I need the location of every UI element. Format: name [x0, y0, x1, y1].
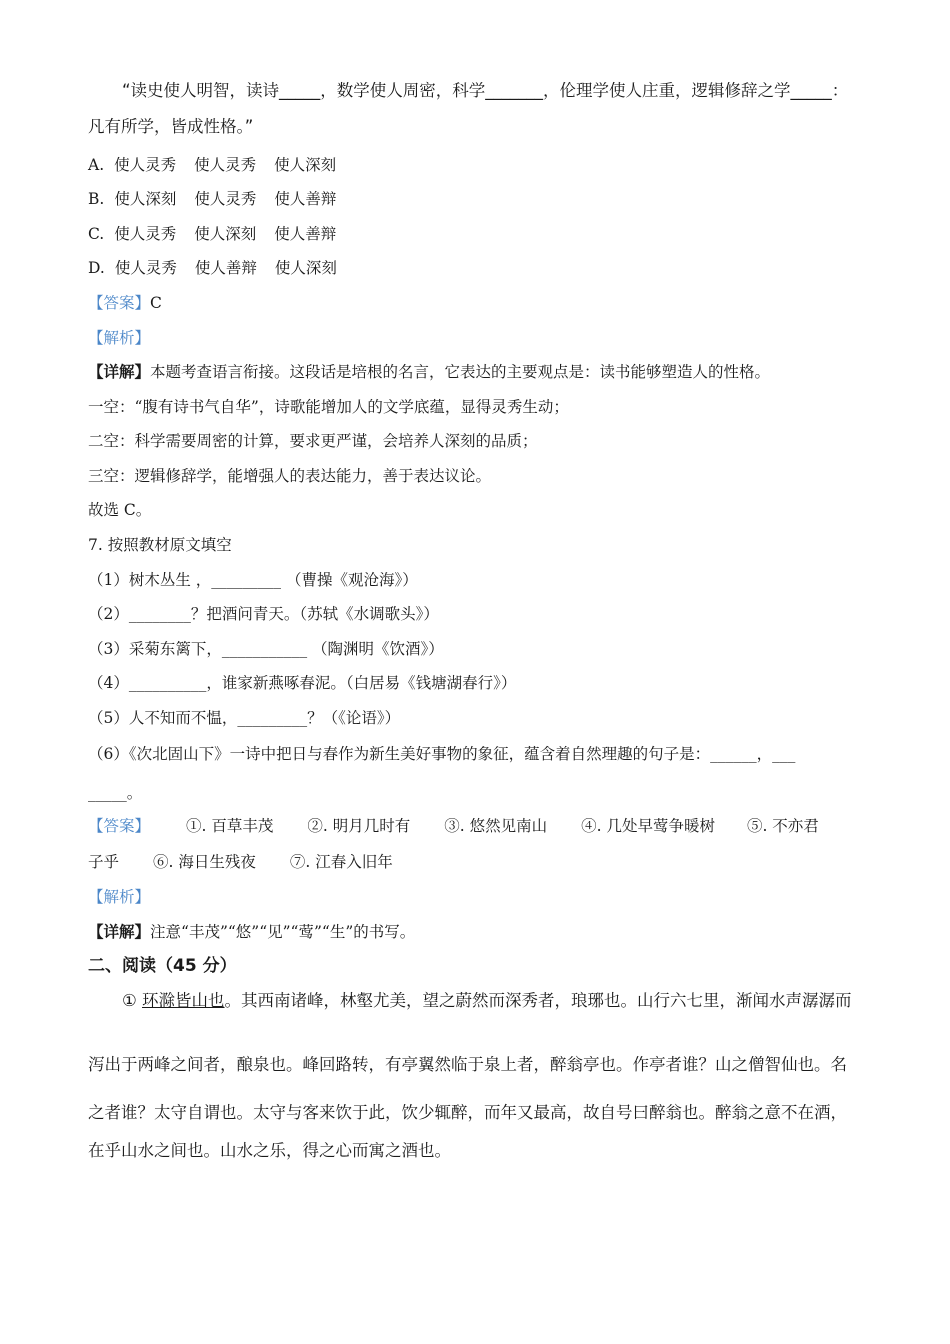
- answer-item: ②. 明月几时有: [307, 817, 411, 835]
- detail-text: 本题考查语言衔接。这段话是培根的名言，它表达的主要观点是：读书能够塑造人的性格。: [150, 363, 771, 381]
- option-label: C.: [88, 225, 105, 243]
- detail-text: 注意“丰茂”“悠”“见”“莺”“生”的书写。: [150, 923, 416, 941]
- answer-item: ①. 百草丰茂: [186, 817, 274, 835]
- answer-tag: 【答案】: [88, 817, 151, 835]
- q7-item-6: （6）《次北固山下》一诗中把日与春作为新生美好事物的象征，蕴含着自然理趣的句子是：______，___: [88, 745, 796, 763]
- q7-answer-line-1: [88, 815, 819, 837]
- paragraph-number: ①: [122, 991, 137, 1010]
- option-c: C. 使人灵秀 使人深刻 使人善辩: [88, 225, 337, 243]
- q6-blank-3: 三空：逻辑修辞学，能增强人的表达能力，善于表达议论。: [88, 467, 492, 485]
- q7-item-4: （4）__________，谁家新燕啄春泥。（白居易《钱塘湖春行》）: [88, 674, 517, 692]
- q7-item-6-continued: _____。: [88, 784, 143, 802]
- option-d: D. 使人灵秀 使人善辩 使人深刻: [88, 259, 337, 277]
- option-label: A.: [88, 156, 105, 174]
- underlined-phrase: 环滁皆山也: [142, 991, 225, 1010]
- q7-item-5: （5）人不知而不愠，_________？（《论语》）: [88, 709, 401, 727]
- answer-tag: 【答案】: [88, 294, 151, 312]
- reading-line-1: ① 环滁皆山也。其西南诸峰，林壑尤美，望之蔚然而深秀者，琅琊也。山行六七里，渐闻水声潺潺而: [122, 991, 852, 1010]
- q7-item-1: （1）树木丛生 ，_________ （曹操《观沧海》）: [88, 571, 418, 589]
- quote-line-2: 凡有所学，皆成性格。”: [88, 117, 254, 136]
- section-heading: 二、阅读（45 分）: [88, 956, 237, 976]
- q6-conclusion: 故选 C。: [88, 501, 152, 519]
- q7-item-2: （2）________？把酒问青天。（苏轼《水调歌头》）: [88, 605, 439, 623]
- q6-blank-2: 二空：科学需要周密的计算，要求更严谨，会培养人深刻的品质；: [88, 432, 538, 450]
- quote-line-1: “读史使人明智，读诗_____，数学使人周密，科学_______，伦理学使人庄重，逻辑修辞之学_____：: [122, 81, 849, 100]
- answer-item: ⑦. 江春入旧年: [289, 853, 393, 871]
- reading-line-3: 之者谁？太守自谓也。太守与客来饮于此，饮少辄醉，而年又最高，故自号曰醉翁也。醉翁之意不在酒，: [88, 1103, 847, 1122]
- q7-detail: [88, 921, 415, 943]
- reading-line-4: 在乎山水之间也。山水之乐，得之心而寓之酒也。: [88, 1141, 451, 1160]
- reading-line-2: 泻出于两峰之间者，酿泉也。峰回路转，有亭翼然临于泉上者，醉翁亭也。作亭者谁？山之僧智仙也。名: [88, 1055, 847, 1074]
- option-label: B.: [88, 190, 105, 208]
- answer-value: C: [150, 294, 162, 312]
- q7-answer-line-2: 子乎 ⑥. 海日生残夜 ⑦. 江春入旧年: [88, 853, 393, 871]
- q6-answer: [88, 292, 162, 314]
- q6-detail: [88, 361, 770, 383]
- option-label: D.: [88, 259, 105, 277]
- detail-tag: 【详解】: [88, 922, 151, 941]
- answer-item: ⑤. 不亦君: [746, 817, 819, 835]
- q6-blank-1: 一空：“腹有诗书气自华”，诗歌能增加人的文学底蕴，显得灵秀生动；: [88, 398, 569, 416]
- answer-item: ④. 几处早莺争暖树: [581, 817, 715, 835]
- option-b: B. 使人深刻 使人灵秀 使人善辩: [88, 190, 337, 208]
- detail-tag: 【详解】: [88, 362, 151, 381]
- q7-item-3: （3）采菊东篱下，___________ （陶渊明《饮酒》）: [88, 640, 444, 658]
- answer-item: ③. 悠然见南山: [444, 817, 548, 835]
- option-a: A. 使人灵秀 使人灵秀 使人深刻: [88, 156, 337, 174]
- q7-title: 7. 按照教材原文填空: [88, 536, 232, 554]
- q6-analysis-tag: 【解析】: [88, 329, 151, 347]
- answer-item: ⑥. 海日生残夜: [153, 853, 256, 871]
- q7-analysis-tag: 【解析】: [88, 888, 151, 906]
